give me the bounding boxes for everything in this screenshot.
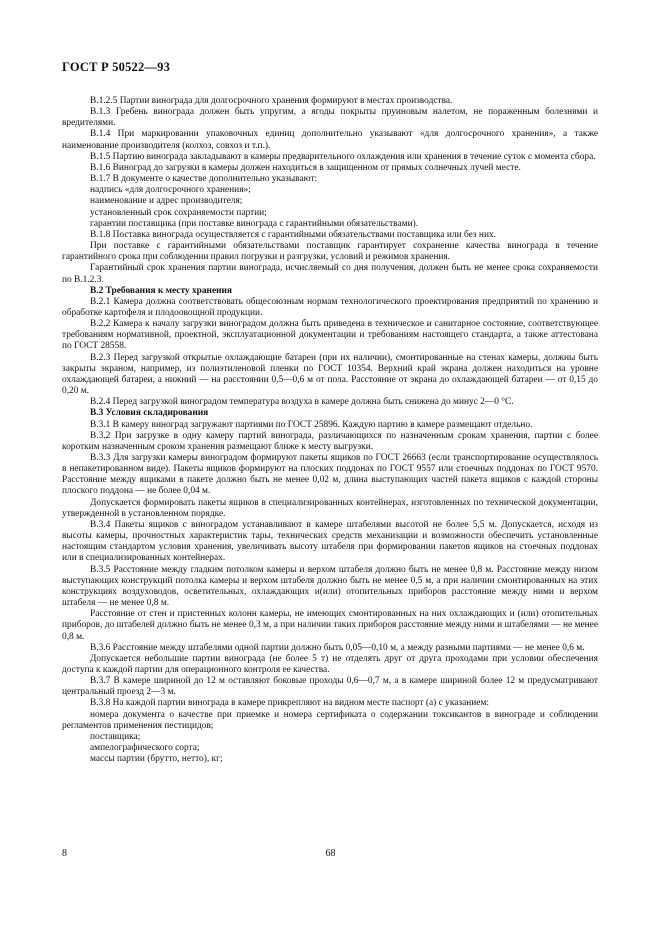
paragraph: В.1.5 Партию винограда закладывают в камеры предварительного охлаждения или хранения в течение суток с момента сбора. (90, 151, 596, 162)
paragraph: В.3.1 В камеру виноград загружают партиями по ГОСТ 25896. Каждую партию в камере размещают отдельно. (90, 419, 533, 430)
paragraph: Допускается небольшие партии винограда (не более 5 т) не отделять друг от друга проходами при условии обеспечения доступа к каждой партии для операционного контроля ее качества. (62, 653, 598, 675)
paragraph: В.1.3 Гребень винограда должен быть упругим, а ягоды покрыты пруиновым налетом, не пораженным болезнями и вредителями. (62, 107, 598, 129)
paragraph: В.3.8 На каждой партии винограда в камере прикрепляют на видном месте паспорт (а) с указанием: (90, 698, 490, 709)
paragraph: наименование и адрес производителя; (90, 196, 243, 207)
paragraph: гарантии поставщика (при поставке винограда с гарантийными обязательствами). (90, 218, 419, 229)
paragraph: В.3.5 Расстояние между гладким потолком камеры и верхом штабеля должно быть не менее 0,8 м. Расстояние между низом выступающих конструкций потолка камеры и верхом штабеля должно быть не менее 0,5 м, а при наличии смонтированных на этих конструкциях воздуховодов, осветительных, охлаждающих и(или) отопительных приборов расстояние между ними и верхом штабеля — не менее 0,8 м. (62, 564, 598, 609)
paragraph: В.1.4 При маркировании упаковочных единиц дополнительно указывают «для долгосрочного хранения», а также наименование производителя (колхоз, совхоз и т.п.). (62, 129, 598, 151)
paragraph: В.3.7 В камере шириной до 12 м оставляют боковые проходы 0,6—0,7 м, а в камере шириной более 12 м предусматривают центральный проезд 2—3 м. (62, 676, 598, 698)
paragraph: надпись «для долгосрочного хранения»; (90, 185, 251, 196)
paragraph: В.3.2 При загрузке в одну камеру партий винограда, различающихся по назначенным срокам хранения, партии с более коротким назначенным сроком хранения размещают ближе к месту выгрузки. (62, 430, 598, 452)
paragraph: В.2.4 Перед загрузкой виноградом температура воздуха в камере должна быть снижена до минус 2—0 °С. (90, 397, 514, 408)
paragraph: В.1.2.5 Партии винограда для долгосрочного хранения формируют в местах производства. (90, 96, 453, 106)
paragraph: В.3.4 Пакеты ящиков с виноградом устанавливают в камере штабелями высотой не более 5,5 м. Допускается, исходя из высоты камеры, прочностных характеристик тары, технических средств механизации и возможности обеспечить установленные настоящим стандартом условия хранения, увеличивать высоту штабеля при формировании пакетов ящиков на стоечных поддонах или в специализированных контейнерах. (62, 519, 598, 564)
paragraph: Гарантийный срок хранения партии винограда, исчисляемый со дня получения, должен быть не менее срока сохраняемости по В.1.2.3. (62, 263, 598, 285)
page-number-left: 8 (62, 848, 67, 859)
paragraph: Расстояние от стен и пристенных колонн камеры, не имеющих смонтированных на них охлаждающих и (или) отопительных приборов, до штабелей должно быть не менее 0,3 м, а при наличии таких приборов расстояние между ними и штабелями — не менее 0,8 м. (62, 609, 598, 642)
section-heading: В.2 Требования к месту хранения (90, 285, 232, 296)
paragraph: В.1.6 Виноград до загрузки в камеры должен находиться в защищенном от прямых солнечных лучей месте. (90, 162, 521, 173)
paragraph: Допускается формировать пакеты ящиков в специализированных контейнерах, изготовленных по технической документации, утвержденной в установленном порядке. (62, 497, 598, 519)
paragraph: номера документа о качестве при приемке и номера сертификата о содержании токсикантов в винограде и соблюдении регламентов применения пестицидов; (62, 709, 598, 731)
paragraph: В.2.1 Камера должна соответствовать общесоюзным нормам технологического проектирования предприятий по хранению и обработке картофеля и плодоовощной продукции. (62, 296, 598, 318)
page-number-center: 68 (325, 848, 336, 859)
paragraph: В.1.7 В документе о качестве дополнительно указывают: (90, 174, 318, 185)
section-heading: В.3 Условия складирования (90, 408, 209, 419)
paragraph: ампелографического сорта; (90, 743, 200, 754)
paragraph: В.1.8 Поставка винограда осуществляется с гарантийными обязательствами поставщика или без них. (90, 229, 496, 240)
paragraph: поставщика; (90, 731, 141, 742)
paragraph: В.2.3 Перед загрузкой открытые охлаждающие батареи (при их наличии), смонтированные на стенах камеры, должны быть закрыты экраном, например, из полиэтиленовой пленки по ГОСТ 10354. Верхний край экрана должен находиться на уровне охлаждающей батареи, а нижний — на расстоянии 0,5—0,6 м от пола. Расстояние от экрана до охлаждающей батареи — от 0,15 до 0,20 м. (62, 352, 598, 397)
paragraph: При поставке с гарантийными обязательствами поставщик гарантирует сохранение качества винограда в течение гарантийного срока при соблюдении правил погрузки и разгрузки, условий и режимов хранения. (62, 241, 598, 263)
document-title: ГОСТ Р 50522—93 (62, 60, 171, 74)
paragraph: В.2.2 Камера к началу загрузки виноградом должна быть приведена в техническое и санитарное состояние, соответствующее требованиям нормативной, проектной, эксплуатационной документации и требованиям настоящего стандарта, а также аттестована по ГОСТ 28558. (62, 319, 598, 352)
paragraph: установленный срок сохраняемости партии; (90, 207, 267, 218)
paragraph: В.3.6 Расстояние между штабелями одной партии должно быть 0,05—0,10 м, а между разными партиями — не менее 0,6 м. (90, 642, 585, 653)
document-body (62, 96, 598, 765)
paragraph: массы партии (брутто, нетто), кг; (90, 754, 223, 765)
paragraph: В.3.3 Для загрузки камеры виноградом формируют пакеты ящиков по ГОСТ 26663 (если транспортирование осуществлялось в непакетированном виде). Пакеты ящиков формируют на плоских поддонах по ГОСТ 9557 или стоечных поддонах по ГОСТ 9570. Расстояние между ящиками в пакете должно быть не менее 0,02 м, длина выступающих частей пакета ящиков с каждой стороны плоского поддона — не более 0,04 м. (62, 453, 598, 497)
